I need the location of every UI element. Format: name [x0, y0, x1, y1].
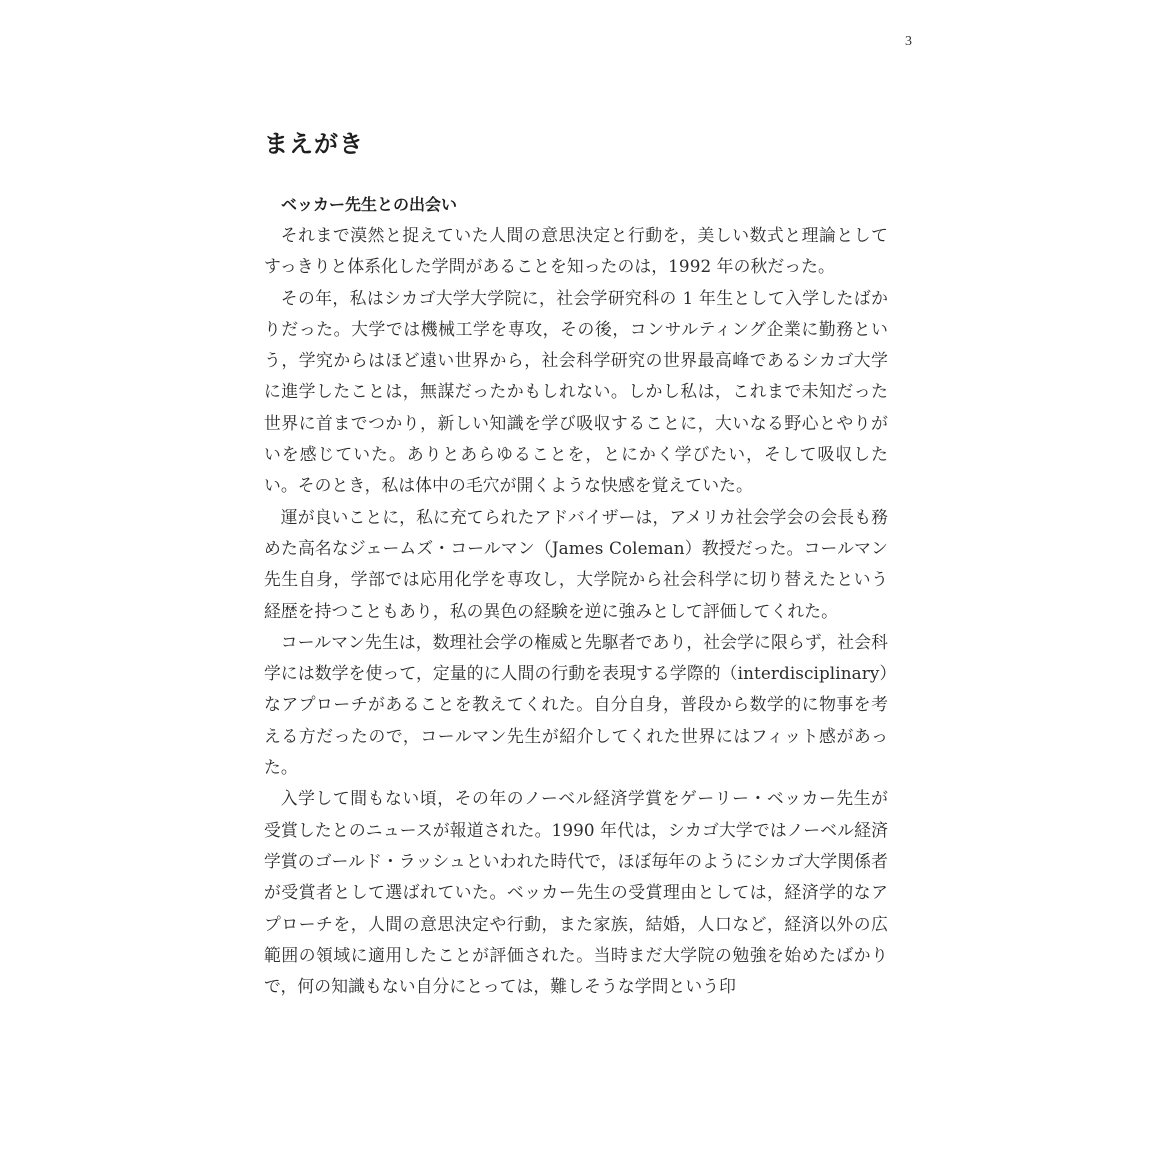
page-body: [264, 190, 888, 1002]
page-number: 3: [905, 34, 912, 49]
paragraph-2: その年，私はシカゴ大学大学院に，社会学研究科の 1 年生として入学したばかりだった。大学では機械工学を専攻，その後，コンサルティング企業に勤務という，学究からはほど遠い世界から，社会科学研究の世界最高峰であるシカゴ大学に進学したことは，無謀だったかもしれない。しかし私は，これまで未知だった世界に首までつかり，新しい知識を学び吸収することに，大いなる野心とやりがいを感じていた。ありとあらゆることを，とにかく学びたい，そして吸収したい。そのとき，私は体中の毛穴が開くような快感を覚えていた。: [264, 287, 888, 496]
section-heading: ベッカー先生との出会い: [281, 195, 458, 214]
paragraph-3: 運が良いことに，私に充てられたアドバイザーは，アメリカ社会学会の会長も務めた高名なジェームズ・コールマン（James Coleman）教授だった。コールマン先生自身，学部では応用化学を専攻し，大学院から社会科学に切り替えたという経歴を持つこともあり，私の異色の経験を逆に強みとして評価してくれた。: [264, 506, 888, 621]
paragraph-1: それまで漠然と捉えていた人間の意思決定と行動を，美しい数式と理論としてすっきりと体系化した学問があることを知ったのは，1992 年の秋だった。: [264, 225, 888, 277]
paragraph-4: コールマン先生は，数理社会学の権威と先駆者であり，社会学に限らず，社会科学には数学を使って，定量的に人間の行動を表現する学際的（interdisciplinary）なアプローチがあることを教えてくれた。自分自身，普段から数学的に物事を考える方だったので，コールマン先生が紹介してくれた世界にはフィット感があった。: [264, 631, 888, 778]
chapter-title: まえがき: [264, 130, 364, 158]
paragraph-5: 入学して間もない頃，その年のノーベル経済学賞をゲーリー・ベッカー先生が受賞したとのニュースが報道された。1990 年代は，シカゴ大学ではノーベル経済学賞のゴールド・ラッシュといわれた時代で，ほぼ毎年のようにシカゴ大学関係者が受賞者として選ばれていた。ベッカー先生の受賞理由としては，経済学的なアプローチを，人間の意思決定や行動，また家族，結婚，人口など，経済以外の広範囲の領域に適用したことが評価された。当時まだ大学院の勉強を始めたばかりで，何の知識もない自分にとっては，難しそうな学問という印: [264, 788, 888, 997]
